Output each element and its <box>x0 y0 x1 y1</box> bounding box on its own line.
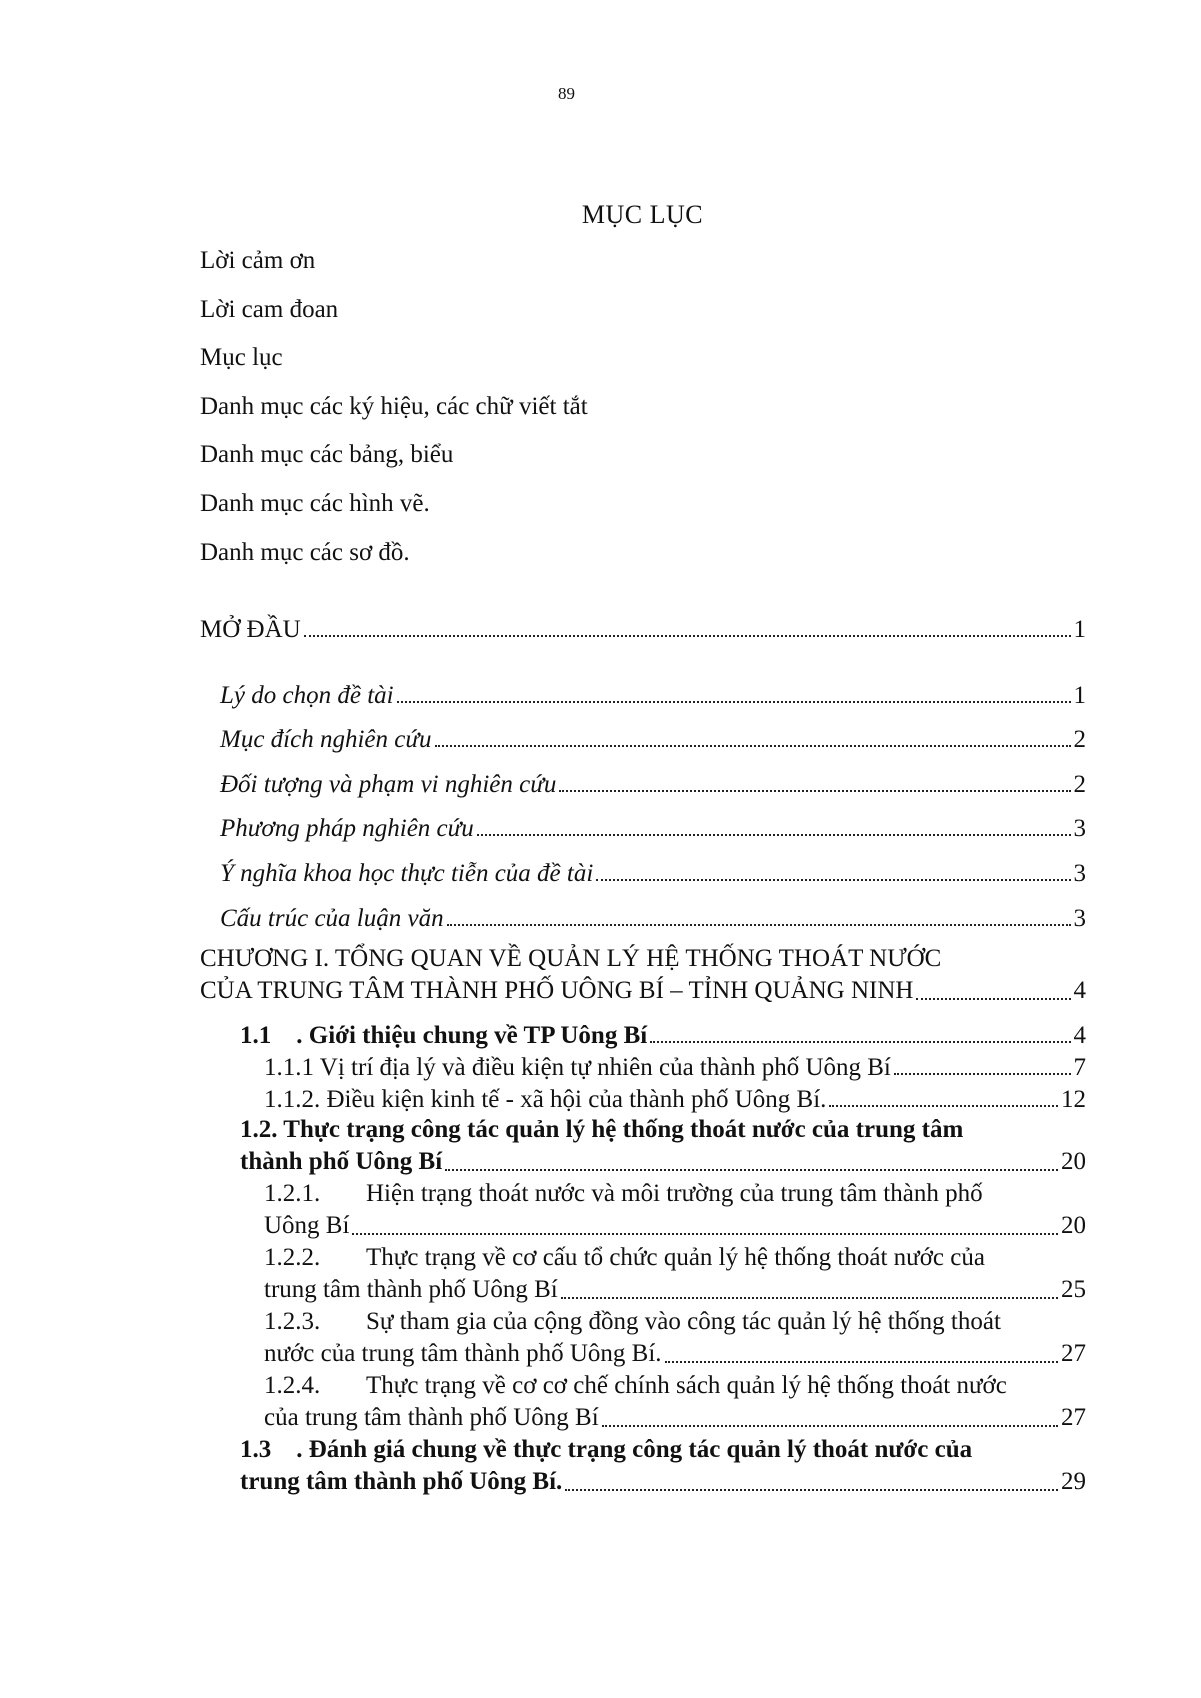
toc-label-line1: Sự tham gia của cộng đồng vào công tác quản lý hệ thống thoát <box>366 1307 1001 1335</box>
leader-dots <box>477 834 1071 836</box>
front-item-muc-luc: Mục lục <box>200 344 283 372</box>
toc-entry-1-2-4[interactable] <box>200 1370 1086 1434</box>
leader-dots <box>352 1233 1058 1235</box>
leader-dots <box>602 1425 1058 1427</box>
toc-page: 29 <box>1061 1467 1086 1495</box>
toc-label-line2: CỦA TRUNG TÂM THÀNH PHỐ UÔNG BÍ – TỈNH QUẢNG NINH <box>200 976 914 1004</box>
toc-entry-1-2-2[interactable] <box>200 1242 1086 1306</box>
toc-label-line2: nước của trung tâm thành phố Uông Bí. <box>264 1339 662 1367</box>
leader-dots <box>596 879 1070 881</box>
table-of-contents <box>200 614 1086 1498</box>
toc-label-line2: thành phố Uông Bí <box>240 1147 443 1175</box>
leader-dots <box>650 1041 1070 1043</box>
toc-page: 4 <box>1073 976 1086 1004</box>
toc-label: 1.1 . Giới thiệu chung về TP Uông Bí <box>240 1021 648 1049</box>
toc-entry-1-1[interactable] <box>200 1018 1086 1050</box>
toc-entry-muc-dich[interactable] <box>200 710 1086 755</box>
leader-dots <box>435 745 1071 747</box>
leader-dots <box>561 1297 1058 1299</box>
front-matter-list <box>200 246 588 586</box>
page-title: MỤC LỤC <box>581 200 704 229</box>
toc-entry-y-nghia[interactable] <box>200 843 1086 888</box>
toc-label-line1: Thực trạng về cơ cơ chế chính sách quản lý hệ thống thoát nước <box>366 1371 1007 1399</box>
toc-page: 12 <box>1061 1085 1086 1113</box>
toc-label: Đối tượng và phạm vi nghiên cứu <box>220 770 557 798</box>
toc-entry-1-3[interactable] <box>200 1434 1086 1498</box>
toc-page: 3 <box>1073 904 1086 932</box>
toc-label-line1: Hiện trạng thoát nước và môi trường của trung tâm thành phố <box>366 1179 983 1207</box>
toc-entry-1-1-2[interactable] <box>200 1082 1086 1114</box>
toc-label-line1: 1.3 . Đánh giá chung về thực trạng công tác quản lý thoát nước của <box>240 1435 973 1463</box>
toc-label: Mục đích nghiên cứu <box>220 726 432 754</box>
leader-dots <box>916 998 1070 1000</box>
leader-dots <box>829 1105 1058 1107</box>
toc-entry-chapter-1[interactable] <box>200 943 1086 1007</box>
toc-entry-1-2[interactable] <box>200 1114 1086 1178</box>
toc-label: Lý do chọn đề tài <box>220 681 394 709</box>
toc-page: 3 <box>1073 815 1086 843</box>
toc-number: 1.2.2. <box>264 1243 321 1271</box>
toc-label: Phương pháp nghiên cứu <box>220 815 474 843</box>
front-item-hinh-ve: Danh mục các hình vẽ. <box>200 489 430 517</box>
toc-page: 1 <box>1073 616 1086 643</box>
toc-label-line2: của trung tâm thành phố Uông Bí <box>264 1403 599 1431</box>
toc-label-line1: CHƯƠNG I. TỔNG QUAN VỀ QUẢN LÝ HỆ THỐNG THOÁT NƯỚC <box>200 944 942 972</box>
toc-label: 1.1.2. Điều kiện kinh tế - xã hội của thành phố Uông Bí. <box>264 1085 827 1113</box>
toc-entry-mo-dau[interactable] <box>200 614 1086 644</box>
toc-entry-cau-truc[interactable] <box>200 888 1086 933</box>
toc-page: 7 <box>1073 1053 1086 1081</box>
toc-label: MỞ ĐẦU <box>200 616 301 643</box>
toc-number: 1.2.4. <box>264 1371 321 1399</box>
toc-page: 20 <box>1061 1211 1086 1239</box>
toc-number: 1.2.3. <box>264 1307 321 1335</box>
front-item-loi-cam-doan: Lời cam đoan <box>200 295 339 323</box>
leader-dots <box>447 924 1071 926</box>
page-number: 89 <box>558 84 575 103</box>
toc-page: 1 <box>1073 681 1086 709</box>
toc-entry-1-2-1[interactable] <box>200 1178 1086 1242</box>
toc-entry-doi-tuong[interactable] <box>200 754 1086 799</box>
leader-dots <box>665 1361 1058 1363</box>
toc-number: 1.2.1. <box>264 1179 321 1207</box>
toc-label-line2: trung tâm thành phố Uông Bí <box>264 1275 558 1303</box>
toc-page: 27 <box>1061 1403 1086 1431</box>
leader-dots <box>445 1169 1058 1171</box>
toc-entry-ly-do[interactable] <box>200 665 1086 710</box>
front-item-loi-cam-on: Lời cảm ơn <box>200 247 316 274</box>
toc-entry-1-1-1[interactable] <box>200 1050 1086 1082</box>
toc-page: 20 <box>1061 1147 1086 1175</box>
leader-dots <box>565 1489 1058 1491</box>
leader-dots <box>304 635 1071 637</box>
toc-page: 2 <box>1073 770 1086 798</box>
toc-entry-phuong-phap[interactable] <box>200 799 1086 844</box>
toc-label: Cấu trúc của luận văn <box>220 904 444 932</box>
toc-entry-1-2-3[interactable] <box>200 1306 1086 1370</box>
toc-page: 3 <box>1073 859 1086 887</box>
toc-page: 2 <box>1073 726 1086 754</box>
front-item-ky-hieu: Danh mục các ký hiệu, các chữ viết tắt <box>200 392 588 420</box>
toc-page: 4 <box>1073 1021 1086 1049</box>
toc-label: Ý nghĩa khoa học thực tiễn của đề tài <box>220 859 594 887</box>
toc-label-line1: Thực trạng về cơ cấu tổ chức quản lý hệ thống thoát nước của <box>366 1243 985 1271</box>
toc-label-line2: Uông Bí <box>264 1211 350 1239</box>
front-item-so-do: Danh mục các sơ đồ. <box>200 538 410 566</box>
leader-dots <box>559 790 1070 792</box>
leader-dots <box>397 701 1071 703</box>
front-item-bang-bieu: Danh mục các bảng, biểu <box>200 441 454 469</box>
leader-dots <box>894 1073 1071 1075</box>
toc-page: 27 <box>1061 1339 1086 1367</box>
toc-page: 25 <box>1061 1275 1086 1303</box>
toc-label: 1.1.1 Vị trí địa lý và điều kiện tự nhiên của thành phố Uông Bí <box>264 1053 891 1081</box>
toc-label-line1: 1.2. Thực trạng công tác quản lý hệ thống thoát nước của trung tâm <box>240 1115 964 1143</box>
toc-label-line2: trung tâm thành phố Uông Bí. <box>240 1467 563 1495</box>
